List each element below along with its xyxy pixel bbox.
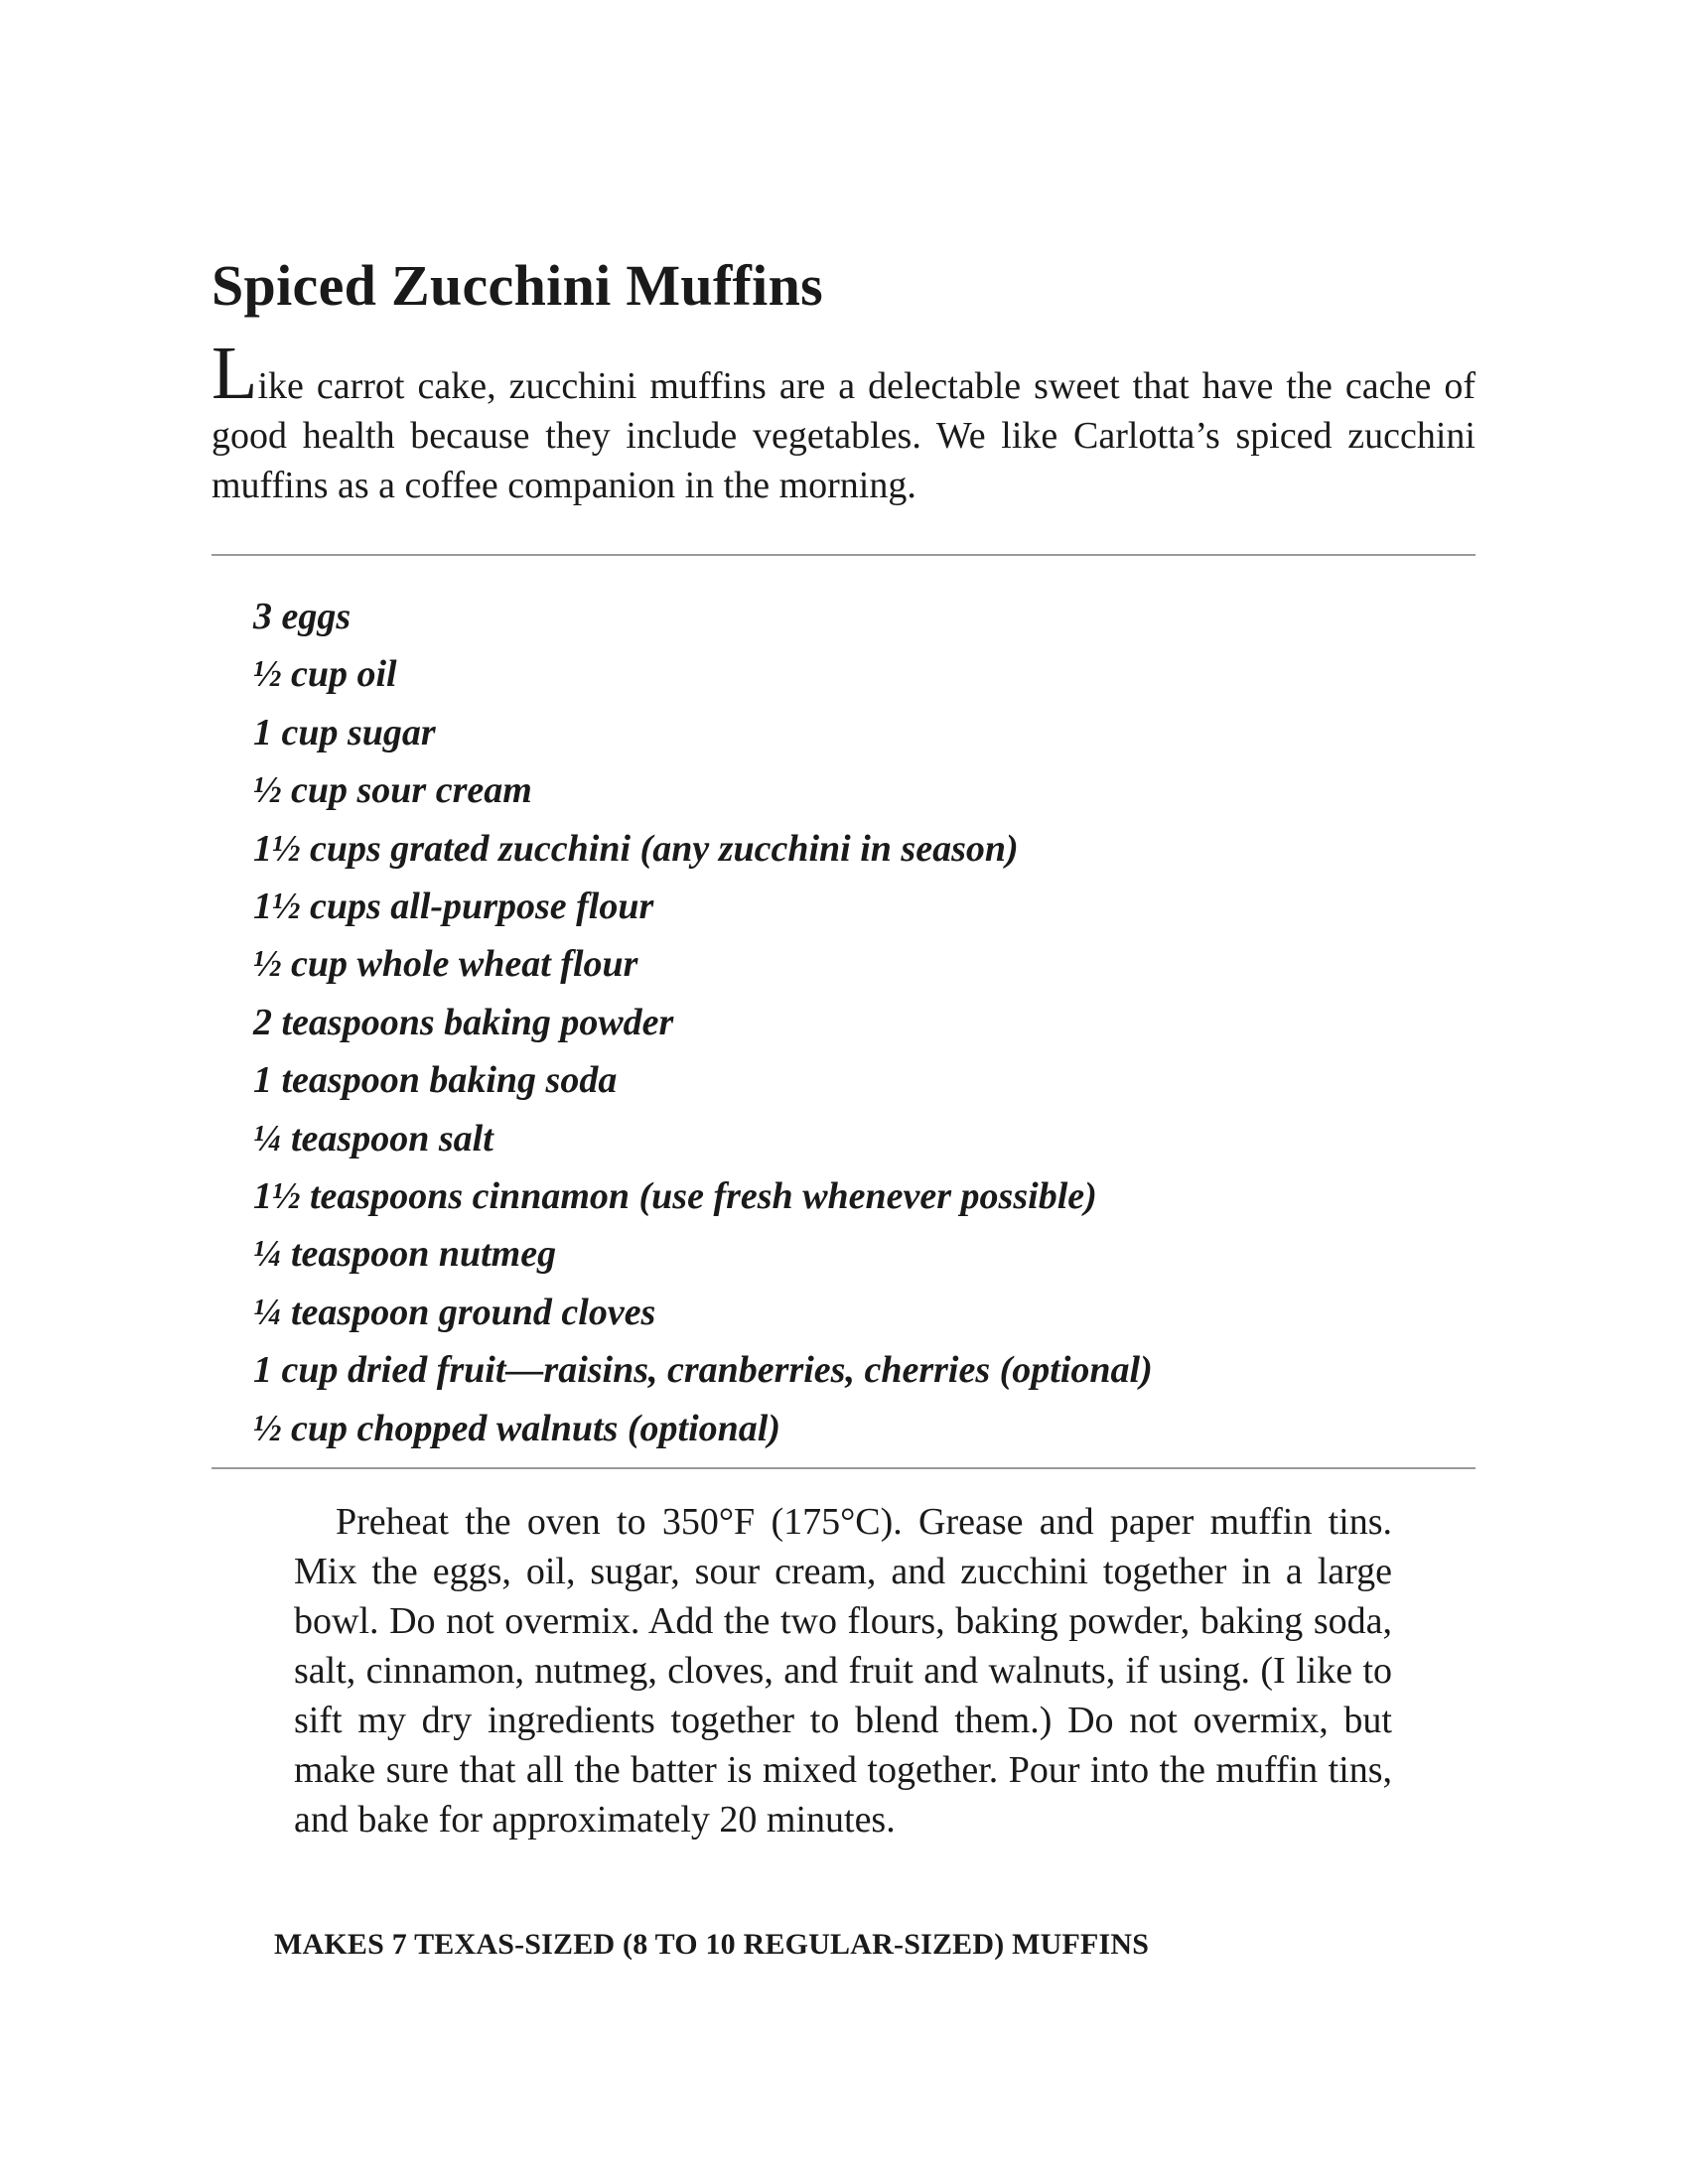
ingredient-item: ½ cup oil [253,653,397,696]
recipe-title: Spiced Zucchini Muffins [211,253,824,318]
ingredient-item: 1 cup dried fruit—raisins, cranberries, cherries (optional) [253,1349,1153,1392]
ingredient-item: ½ cup whole wheat flour [253,943,638,986]
ingredient-item: 1½ cups grated zucchini (any zucchini in season) [253,827,1019,870]
intro-drop-cap: L [211,332,258,415]
ingredients-top-divider [211,554,1476,556]
ingredient-item: 1½ cups all-purpose flour [253,886,654,928]
intro-text: ike carrot cake, zucchini muffins are a delectable sweet that have the cache of good health because they include vegetables. We like Carlotta’s spiced zucchini muffins as a coffee companion in the morning. [211,365,1476,506]
ingredient-item: 2 teaspoons baking powder [253,1001,674,1043]
directions-paragraph: Preheat the oven to 350°F (175°C). Grease and paper muffin tins. Mix the eggs, oil, sugar, sour cream, and zucchini together in a large bowl. Do not overmix. Add the two flours, baking powder, baking soda, salt, cinnamon, nutmeg, cloves, and fruit and walnuts, if using. (I like to sift my dry ingredients together to blend them.) Do not overmix, but make sure that all the batter is mixed together. Pour into the muffin tins, and bake for approximately 20 minutes. [294,1501,1392,1841]
ingredient-item: ¼ teaspoon nutmeg [253,1233,557,1276]
ingredient-item: 1½ teaspoons cinnamon (use fresh whenever possible) [253,1175,1097,1218]
ingredients-bottom-divider [211,1467,1476,1469]
intro-paragraph [211,332,1476,510]
ingredient-item: ½ cup sour cream [253,769,532,812]
recipe-yield: MAKES 7 TEXAS-SIZED (8 TO 10 REGULAR-SIZED) MUFFINS [274,1928,1150,1961]
ingredient-item: ¼ teaspoon salt [253,1117,493,1160]
ingredient-item: ½ cup chopped walnuts (optional) [253,1407,780,1449]
ingredient-item: 1 teaspoon baking soda [253,1059,618,1102]
ingredient-item: 3 eggs [253,596,352,637]
ingredient-item: 1 cup sugar [253,711,436,753]
ingredients-list [253,588,1153,1457]
ingredient-item: ¼ teaspoon ground cloves [253,1291,656,1333]
